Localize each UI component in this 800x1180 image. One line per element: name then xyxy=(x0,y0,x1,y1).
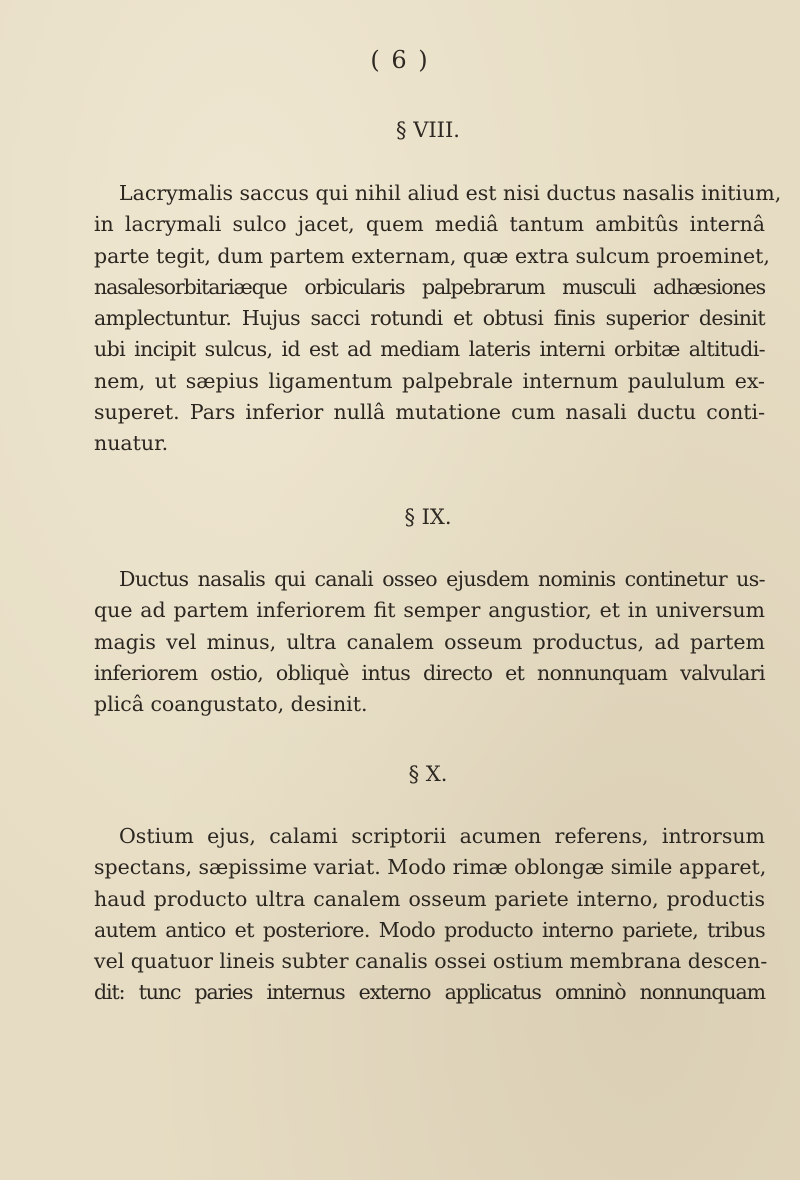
text-line: autem antico et posteriore. Modo producto interno pariete, tribus xyxy=(94,917,765,942)
paragraph-section-ix xyxy=(94,564,765,720)
text-line: inferiorem ostio, obliquè intus directo et nonnunquam valvulari xyxy=(94,660,765,685)
text-line: Ductus nasalis qui canali osseo ejusdem nominis continetur us- xyxy=(119,567,765,591)
text-line: dit: tunc paries internus externo applicatus omninò nonnunquam xyxy=(94,980,765,1005)
paragraph-section-viii xyxy=(94,178,782,460)
text-line: vel quatuor lineis subter canalis ossei ostium membrana descen- xyxy=(94,949,768,974)
text-line: in lacrymali sulco jacet, quem mediâ tantum ambitûs internâ xyxy=(94,212,765,237)
text-line: spectans, sæpissime variat. Modo rimæ oblongæ simile apparet, xyxy=(94,855,767,880)
text-line: ubi incipit sulcus, id est ad mediam lateris interni orbitæ altitudi- xyxy=(94,337,765,362)
section-heading-x: § X. xyxy=(408,762,448,786)
text-line: plicâ coangustato, desinit. xyxy=(94,692,368,717)
text-line: Lacrymalis saccus qui nihil aliud est nisi ductus nasalis initium, xyxy=(119,181,782,205)
section-heading-viii: § VIII. xyxy=(396,118,460,142)
text-line: nuatur. xyxy=(94,431,169,456)
text-line: parte tegit, dum partem externam, quæ extra sulcum proeminet, xyxy=(94,243,770,268)
page-number: ( 6 ) xyxy=(370,46,430,74)
paragraph-section-x xyxy=(94,821,768,1009)
text-line: magis vel minus, ultra canalem osseum productus, ad partem xyxy=(94,629,765,654)
text-line: amplectuntur. Hujus sacci rotundi et obtusi finis superior desinit xyxy=(94,306,765,331)
text-line: Ostium ejus, calami scriptorii acumen referens, introrsum xyxy=(119,824,765,848)
text-line: que ad partem inferiorem fit semper angustior, et in universum xyxy=(94,598,765,623)
section-heading-ix: § IX. xyxy=(404,505,452,529)
text-line: superet. Pars inferior nullâ mutatione cum nasali ductu conti- xyxy=(94,400,765,425)
text-line: nasalesorbitariæque orbicularis palpebrarum musculi adhæsiones xyxy=(94,274,765,299)
text-line: haud producto ultra canalem osseum pariete interno, productis xyxy=(94,886,765,911)
text-line: nem, ut sæpius ligamentum palpebrale internum paululum ex- xyxy=(94,368,765,393)
